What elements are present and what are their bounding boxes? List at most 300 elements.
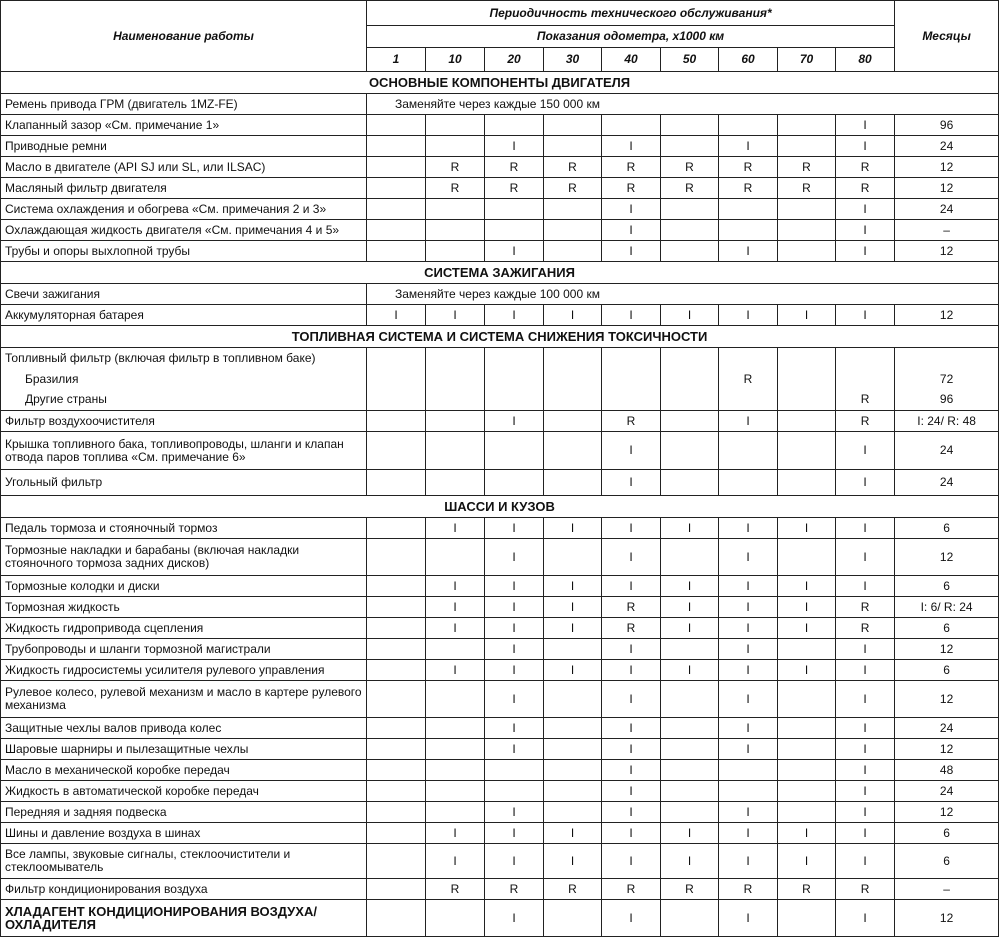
mark-cell: I xyxy=(836,241,895,262)
mark-cell xyxy=(485,781,544,802)
mark-cell: I xyxy=(602,844,661,879)
work-name: ХЛАДАГЕНТ КОНДИЦИОНИРОВАНИЯ ВОЗДУХА/ОХЛАДИТЕЛЯ xyxy=(1,900,367,937)
work-name: Трубы и опоры выхлопной трубы xyxy=(1,241,367,262)
table-row xyxy=(1,618,999,639)
km-header-20: 20 xyxy=(485,48,544,72)
mark-cell: I xyxy=(836,781,895,802)
mark-cell: I xyxy=(836,660,895,681)
mark-cell: I xyxy=(836,115,895,136)
mark-cell: I xyxy=(485,844,544,879)
mark-cell: I xyxy=(836,576,895,597)
work-name: Фильтр воздухоочистителя xyxy=(1,411,367,432)
mark-cell: I xyxy=(778,823,836,844)
months-cell: 6 xyxy=(895,823,999,844)
mark-cell xyxy=(544,136,602,157)
mark-cell xyxy=(661,411,719,432)
mark-cell: I xyxy=(836,844,895,879)
mark-cell xyxy=(367,539,426,576)
mark-cell: R xyxy=(836,879,895,900)
months-cell: 12 xyxy=(895,900,999,937)
work-name: Жидкость гидросистемы усилителя рулевого управления xyxy=(1,660,367,681)
mark-cell xyxy=(661,900,719,937)
mark-cell: R xyxy=(544,157,602,178)
mark-cell xyxy=(661,136,719,157)
table-row xyxy=(1,681,999,718)
work-name: Рулевое колесо, рулевой механизм и масло в картере рулевого механизма xyxy=(1,681,367,718)
mark-cell: I xyxy=(661,597,719,618)
mark-cell xyxy=(544,432,602,470)
table-row xyxy=(1,390,999,411)
km-header-80: 80 xyxy=(836,48,895,72)
mark-cell xyxy=(426,739,485,760)
mark-cell: I xyxy=(836,900,895,937)
work-name: Педаль тормоза и стояночный тормоз xyxy=(1,518,367,539)
mark-cell xyxy=(602,115,661,136)
mark-cell xyxy=(778,470,836,496)
mark-cell: I xyxy=(661,823,719,844)
table-row xyxy=(1,470,999,496)
work-name-header: Наименование работы xyxy=(1,1,367,72)
mark-cell: I xyxy=(485,639,544,660)
work-name: Угольный фильтр xyxy=(1,470,367,496)
mark-cell xyxy=(426,432,485,470)
empty-cell xyxy=(602,348,661,369)
mark-cell: I xyxy=(485,597,544,618)
mark-cell: I xyxy=(485,739,544,760)
work-subname: Бразилия xyxy=(1,369,367,390)
mark-cell: I xyxy=(719,660,778,681)
table-row xyxy=(1,844,999,879)
mark-cell xyxy=(544,760,602,781)
mark-cell: I xyxy=(602,518,661,539)
mark-cell: I xyxy=(602,639,661,660)
work-name: Приводные ремни xyxy=(1,136,367,157)
mark-cell: I xyxy=(836,539,895,576)
section-title: ОСНОВНЫЕ КОМПОНЕНТЫ ДВИГАТЕЛЯ xyxy=(1,72,999,94)
table-row xyxy=(1,739,999,760)
empty-cell xyxy=(895,348,999,369)
mark-cell xyxy=(544,739,602,760)
mark-cell xyxy=(426,760,485,781)
mark-cell: I xyxy=(836,470,895,496)
work-name: Тормозные накладки и барабаны (включая накладки стояночного тормоза задних дисков) xyxy=(1,539,367,576)
mark-cell: I xyxy=(602,539,661,576)
mark-cell: I xyxy=(602,760,661,781)
mark-cell: I xyxy=(485,802,544,823)
mark-cell xyxy=(367,781,426,802)
mark-cell xyxy=(719,220,778,241)
section-row xyxy=(1,496,999,518)
mark-cell: R xyxy=(485,879,544,900)
months-cell: – xyxy=(895,220,999,241)
mark-cell: R xyxy=(719,879,778,900)
mark-cell xyxy=(367,470,426,496)
mark-cell: I xyxy=(485,660,544,681)
section-title: СИСТЕМА ЗАЖИГАНИЯ xyxy=(1,262,999,284)
mark-cell xyxy=(778,900,836,937)
work-name: Ремень привода ГРМ (двигатель 1MZ-FE) xyxy=(1,94,367,115)
empty-cell xyxy=(485,348,544,369)
table-row xyxy=(1,348,999,369)
interval-note: Заменяйте через каждые 100 000 км xyxy=(367,284,999,305)
mark-cell: I xyxy=(544,660,602,681)
mark-cell xyxy=(661,718,719,739)
months-cell: 24 xyxy=(895,432,999,470)
mark-cell xyxy=(426,681,485,718)
mark-cell xyxy=(719,470,778,496)
mark-cell: I xyxy=(485,576,544,597)
mark-cell xyxy=(778,220,836,241)
mark-cell xyxy=(426,802,485,823)
mark-cell: I xyxy=(836,639,895,660)
mark-cell: I xyxy=(778,576,836,597)
mark-cell: R xyxy=(661,879,719,900)
work-name: Жидкость в автоматической коробке передач xyxy=(1,781,367,802)
mark-cell: I xyxy=(485,618,544,639)
mark-cell: I xyxy=(778,844,836,879)
mark-cell xyxy=(719,760,778,781)
mark-cell: I xyxy=(602,802,661,823)
table-row xyxy=(1,241,999,262)
mark-cell: I xyxy=(602,781,661,802)
mark-cell xyxy=(367,576,426,597)
mark-cell xyxy=(778,760,836,781)
mark-cell: R xyxy=(836,597,895,618)
mark-cell xyxy=(426,470,485,496)
work-name: Крышка топливного бака, топливопроводы, шланги и клапан отвода паров топлива «См. примечание 6» xyxy=(1,432,367,470)
mark-cell: I xyxy=(544,305,602,326)
mark-cell xyxy=(426,639,485,660)
mark-cell: I xyxy=(426,660,485,681)
table-row xyxy=(1,199,999,220)
mark-cell: I xyxy=(602,576,661,597)
mark-cell: I xyxy=(719,844,778,879)
work-name: Шаровые шарниры и пылезащитные чехлы xyxy=(1,739,367,760)
table-row xyxy=(1,639,999,660)
km-header-10: 10 xyxy=(426,48,485,72)
table-row xyxy=(1,220,999,241)
section-row xyxy=(1,326,999,348)
mark-cell: I xyxy=(719,802,778,823)
mark-cell: I xyxy=(544,597,602,618)
mark-cell: I xyxy=(719,411,778,432)
months-cell: 12 xyxy=(895,241,999,262)
table-row xyxy=(1,518,999,539)
mark-cell: I xyxy=(719,739,778,760)
mark-cell: I xyxy=(661,660,719,681)
mark-cell xyxy=(778,718,836,739)
mark-cell: I xyxy=(719,576,778,597)
odometer-header: Показания одометра, х1000 км xyxy=(367,26,895,48)
mark-cell xyxy=(426,199,485,220)
mark-cell xyxy=(778,681,836,718)
mark-cell xyxy=(544,220,602,241)
km-header-30: 30 xyxy=(544,48,602,72)
km-header-70: 70 xyxy=(778,48,836,72)
mark-cell: I xyxy=(367,305,426,326)
mark-cell: I xyxy=(836,760,895,781)
mark-cell: I xyxy=(426,618,485,639)
months-cell: 48 xyxy=(895,760,999,781)
table-row xyxy=(1,576,999,597)
months-cell: 24 xyxy=(895,718,999,739)
mark-cell: R xyxy=(426,157,485,178)
months-header: Месяцы xyxy=(895,1,999,72)
work-name: Фильтр кондиционирования воздуха xyxy=(1,879,367,900)
mark-cell xyxy=(544,199,602,220)
mark-cell xyxy=(367,369,426,390)
mark-cell xyxy=(778,411,836,432)
mark-cell: I xyxy=(602,432,661,470)
mark-cell: I xyxy=(836,739,895,760)
months-cell: 96 xyxy=(895,115,999,136)
table-row xyxy=(1,718,999,739)
mark-cell: R xyxy=(661,178,719,199)
mark-cell xyxy=(367,518,426,539)
mark-cell: R xyxy=(778,178,836,199)
table-row xyxy=(1,157,999,178)
mark-cell xyxy=(485,199,544,220)
table-row xyxy=(1,369,999,390)
table-row xyxy=(1,178,999,199)
work-name: Охлаждающая жидкость двигателя «См. примечания 4 и 5» xyxy=(1,220,367,241)
months-cell: 12 xyxy=(895,802,999,823)
section-row xyxy=(1,72,999,94)
mark-cell: R xyxy=(719,157,778,178)
mark-cell: I xyxy=(719,718,778,739)
mark-cell: I xyxy=(485,305,544,326)
mark-cell: I xyxy=(778,518,836,539)
mark-cell xyxy=(719,199,778,220)
mark-cell: I xyxy=(485,900,544,937)
mark-cell: I xyxy=(426,518,485,539)
mark-cell xyxy=(544,681,602,718)
mark-cell: I xyxy=(719,639,778,660)
mark-cell: I xyxy=(661,844,719,879)
mark-cell: I xyxy=(661,576,719,597)
empty-cell xyxy=(544,348,602,369)
months-cell: 6 xyxy=(895,518,999,539)
mark-cell: I xyxy=(485,823,544,844)
mark-cell xyxy=(778,802,836,823)
mark-cell xyxy=(544,369,602,390)
mark-cell xyxy=(778,390,836,411)
months-cell: 24 xyxy=(895,199,999,220)
mark-cell: I xyxy=(719,305,778,326)
mark-cell xyxy=(778,241,836,262)
months-cell: 6 xyxy=(895,660,999,681)
mark-cell: I xyxy=(602,136,661,157)
mark-cell xyxy=(602,390,661,411)
mark-cell: I xyxy=(544,576,602,597)
table-row xyxy=(1,760,999,781)
mark-cell: I xyxy=(778,618,836,639)
mark-cell: I xyxy=(836,823,895,844)
mark-cell: I xyxy=(426,823,485,844)
mark-cell xyxy=(544,718,602,739)
mark-cell xyxy=(778,369,836,390)
mark-cell xyxy=(544,639,602,660)
empty-cell xyxy=(367,348,426,369)
months-cell: 24 xyxy=(895,781,999,802)
mark-cell: R xyxy=(836,390,895,411)
mark-cell: I xyxy=(836,681,895,718)
work-name: Топливный фильтр (включая фильтр в топливном баке) xyxy=(1,348,367,369)
mark-cell: R xyxy=(602,879,661,900)
mark-cell xyxy=(661,539,719,576)
table-row xyxy=(1,802,999,823)
empty-cell xyxy=(719,348,778,369)
mark-cell xyxy=(367,718,426,739)
mark-cell xyxy=(544,115,602,136)
interval-note: Заменяйте через каждые 150 000 км xyxy=(367,94,999,115)
mark-cell: I xyxy=(719,823,778,844)
empty-cell xyxy=(426,348,485,369)
mark-cell: I xyxy=(544,823,602,844)
work-name: Тормозные колодки и диски xyxy=(1,576,367,597)
mark-cell: R xyxy=(836,157,895,178)
table-row xyxy=(1,597,999,618)
mark-cell xyxy=(778,432,836,470)
periodicity-header: Периодичность технического обслуживания* xyxy=(367,1,895,26)
km-header-40: 40 xyxy=(602,48,661,72)
mark-cell xyxy=(544,900,602,937)
mark-cell: R xyxy=(719,369,778,390)
mark-cell: I xyxy=(602,220,661,241)
mark-cell: I xyxy=(602,660,661,681)
mark-cell: I xyxy=(426,305,485,326)
mark-cell: I xyxy=(485,539,544,576)
mark-cell: I xyxy=(602,739,661,760)
km-header-50: 50 xyxy=(661,48,719,72)
mark-cell xyxy=(661,760,719,781)
mark-cell: I xyxy=(719,241,778,262)
months-cell: I: 24/ R: 48 xyxy=(895,411,999,432)
months-cell: 12 xyxy=(895,681,999,718)
mark-cell: I xyxy=(719,136,778,157)
table-row xyxy=(1,823,999,844)
mark-cell xyxy=(367,241,426,262)
mark-cell xyxy=(661,115,719,136)
months-cell: 6 xyxy=(895,618,999,639)
mark-cell xyxy=(367,739,426,760)
months-cell: 12 xyxy=(895,305,999,326)
months-cell: 72 xyxy=(895,369,999,390)
months-cell: 12 xyxy=(895,639,999,660)
mark-cell xyxy=(661,639,719,660)
work-name: Масло в двигателе (API SJ или SL, или ILSAC) xyxy=(1,157,367,178)
mark-cell: I xyxy=(719,618,778,639)
mark-cell xyxy=(367,157,426,178)
mark-cell xyxy=(367,823,426,844)
mark-cell: R xyxy=(836,411,895,432)
mark-cell: I xyxy=(485,136,544,157)
mark-cell xyxy=(719,432,778,470)
mark-cell: I xyxy=(544,618,602,639)
table-row xyxy=(1,900,999,937)
mark-cell: I xyxy=(836,802,895,823)
months-cell: I: 6/ R: 24 xyxy=(895,597,999,618)
months-cell: 12 xyxy=(895,178,999,199)
section-row xyxy=(1,262,999,284)
work-name: Масло в механической коробке передач xyxy=(1,760,367,781)
mark-cell xyxy=(426,136,485,157)
months-cell: – xyxy=(895,879,999,900)
mark-cell xyxy=(778,781,836,802)
empty-cell xyxy=(661,348,719,369)
table-row xyxy=(1,660,999,681)
mark-cell xyxy=(367,879,426,900)
mark-cell xyxy=(367,178,426,199)
mark-cell xyxy=(485,470,544,496)
mark-cell xyxy=(661,739,719,760)
mark-cell: I xyxy=(485,718,544,739)
mark-cell xyxy=(661,199,719,220)
mark-cell xyxy=(367,618,426,639)
mark-cell: I xyxy=(719,681,778,718)
mark-cell xyxy=(426,220,485,241)
mark-cell xyxy=(367,115,426,136)
work-name: Масляный фильтр двигателя xyxy=(1,178,367,199)
mark-cell xyxy=(367,802,426,823)
mark-cell: I xyxy=(719,518,778,539)
months-cell: 12 xyxy=(895,539,999,576)
work-subname: Другие страны xyxy=(1,390,367,411)
km-header-60: 60 xyxy=(719,48,778,72)
mark-cell: I xyxy=(602,718,661,739)
mark-cell: I xyxy=(836,432,895,470)
empty-cell xyxy=(778,348,836,369)
mark-cell xyxy=(661,390,719,411)
table-row xyxy=(1,136,999,157)
mark-cell: I xyxy=(778,305,836,326)
mark-cell: I xyxy=(485,681,544,718)
mark-cell xyxy=(367,220,426,241)
table-row xyxy=(1,539,999,576)
mark-cell xyxy=(544,390,602,411)
mark-cell: I xyxy=(485,518,544,539)
mark-cell xyxy=(719,390,778,411)
mark-cell xyxy=(367,390,426,411)
mark-cell xyxy=(661,241,719,262)
mark-cell: R xyxy=(778,157,836,178)
work-name: Свечи зажигания xyxy=(1,284,367,305)
mark-cell xyxy=(778,639,836,660)
mark-cell: I xyxy=(544,844,602,879)
work-name: Трубопроводы и шланги тормозной магистрали xyxy=(1,639,367,660)
mark-cell: I xyxy=(719,539,778,576)
mark-cell xyxy=(367,844,426,879)
table-row xyxy=(1,94,999,115)
mark-cell: I xyxy=(719,597,778,618)
mark-cell: I xyxy=(836,305,895,326)
work-name: Защитные чехлы валов привода колес xyxy=(1,718,367,739)
mark-cell xyxy=(661,470,719,496)
section-title: ТОПЛИВНАЯ СИСТЕМА И СИСТЕМА СНИЖЕНИЯ ТОКСИЧНОСТИ xyxy=(1,326,999,348)
mark-cell xyxy=(367,681,426,718)
mark-cell: I xyxy=(836,220,895,241)
mark-cell xyxy=(367,411,426,432)
section-title: ШАССИ И КУЗОВ xyxy=(1,496,999,518)
work-name: Система охлаждения и обогрева «См. примечания 2 и 3» xyxy=(1,199,367,220)
work-name: Передняя и задняя подвеска xyxy=(1,802,367,823)
mark-cell xyxy=(661,681,719,718)
mark-cell: I xyxy=(719,900,778,937)
mark-cell: R xyxy=(836,618,895,639)
mark-cell xyxy=(544,470,602,496)
mark-cell xyxy=(544,802,602,823)
mark-cell xyxy=(544,781,602,802)
